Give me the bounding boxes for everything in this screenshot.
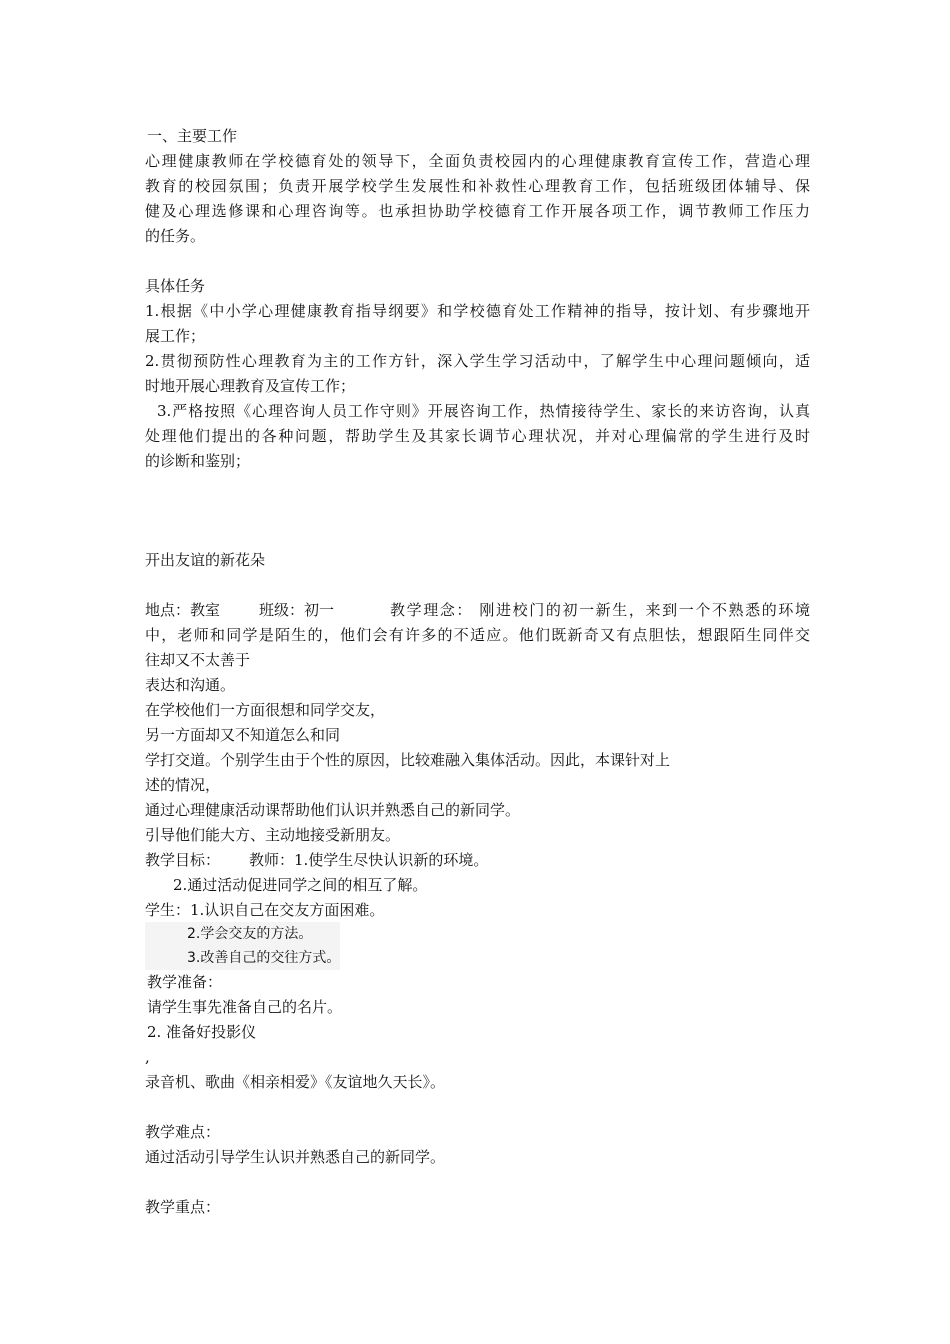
prep-item-1: 请学生事先准备自己的名片。 bbox=[147, 998, 343, 1016]
prep-item-2: 2. 准备好投影仪 bbox=[147, 1023, 257, 1041]
paragraph-line: 教育的校园氛围；负责开展学校学生发展性和补救性心理教育工作，包括班级团体辅导、保 bbox=[145, 177, 810, 195]
paragraph-line: 的任务。 bbox=[145, 227, 206, 245]
lesson-concept: 教学理念： 刚进校门的初一新生，来到一个不熟悉的环境 bbox=[390, 601, 810, 619]
teacher-goal-2: 2.通过活动促进同学之间的相互了解。 bbox=[173, 876, 428, 894]
lesson-concept-line: 往却又不太善于 bbox=[145, 651, 251, 669]
task-item-3-cont: 的诊断和鉴别； bbox=[145, 452, 251, 470]
paragraph-line: 健及心理选修课和心理咨询等。也承担协助学校德育工作开展各项工作，调节教师工作压力 bbox=[145, 202, 810, 220]
difficulty-label: 教学难点： bbox=[145, 1123, 221, 1141]
task-item-3: 3.严格按照《心理咨询人员工作守则》开展咨询工作，热情接待学生、家长的来访咨询，认真 bbox=[157, 402, 810, 420]
lesson-concept-line: 学打交道。个别学生由于个性的原因，比较难融入集体活动。因此，本课针对上 bbox=[145, 751, 671, 769]
section-heading-tasks: 具体任务 bbox=[145, 277, 206, 295]
document-page bbox=[145, 0, 810, 1344]
lesson-concept-line: 述的情况， bbox=[145, 776, 221, 794]
student-goal-2: 2.学会交友的方法。 bbox=[145, 922, 340, 946]
task-item-1: 1.根据《中小学心理健康教育指导纲要》和学校德育处工作精神的指导，按计划、有步骤地开 bbox=[145, 302, 810, 320]
task-item-2-cont: 时地开展心理教育及宣传工作； bbox=[145, 377, 356, 395]
student-goal-3: 3.改善自己的交往方式。 bbox=[145, 946, 340, 970]
lesson-concept-line: 表达和沟通。 bbox=[145, 676, 236, 694]
section-heading-main-work: 一、主要工作 bbox=[147, 127, 238, 145]
difficulty-text: 通过活动引导学生认识并熟悉自己的新同学。 bbox=[145, 1148, 446, 1166]
lesson-location: 地点：教室 bbox=[145, 601, 221, 619]
task-item-1-cont: 展工作； bbox=[145, 327, 206, 345]
focus-label: 教学重点： bbox=[145, 1198, 221, 1216]
teacher-goal-1: 教师：1.使学生尽快认识新的环境。 bbox=[249, 851, 489, 869]
prep-comma: , bbox=[145, 1048, 150, 1066]
lesson-concept-line: 中，老师和同学是陌生的，他们会有许多的不适应。他们既新奇又有点胆怯，想跟陌生同伴交 bbox=[145, 626, 810, 644]
lesson-concept-line: 另一方面却又不知道怎么和同 bbox=[145, 726, 341, 744]
task-item-2: 2.贯彻预防性心理教育为主的工作方针，深入学生学习活动中，了解学生中心理问题倾向，适 bbox=[145, 352, 810, 370]
lesson-concept-line: 通过心理健康活动课帮助他们认识并熟悉自己的新同学。 bbox=[145, 801, 521, 819]
lesson-title: 开出友谊的新花朵 bbox=[145, 551, 266, 569]
paragraph-line: 心理健康教师在学校德育处的领导下，全面负责校园内的心理健康教育宣传工作，营造心理 bbox=[145, 152, 810, 170]
prep-item-3: 录音机、歌曲《相亲相爱》《友谊地久天长》。 bbox=[145, 1073, 446, 1091]
prep-label: 教学准备： bbox=[147, 973, 223, 991]
lesson-class: 班级：初一 bbox=[259, 601, 335, 619]
lesson-concept-line: 在学校他们一方面很想和同学交友， bbox=[145, 701, 386, 719]
task-item-3-cont: 处理他们提出的各种问题，帮助学生及其家长调节心理状况，并对心理偏常的学生进行及时 bbox=[145, 427, 810, 445]
student-goal-1: 学生：1.认识自己在交友方面困难。 bbox=[145, 901, 385, 919]
lesson-concept-line: 引导他们能大方、主动地接受新朋友。 bbox=[145, 826, 401, 844]
goals-label: 教学目标： bbox=[145, 851, 221, 869]
